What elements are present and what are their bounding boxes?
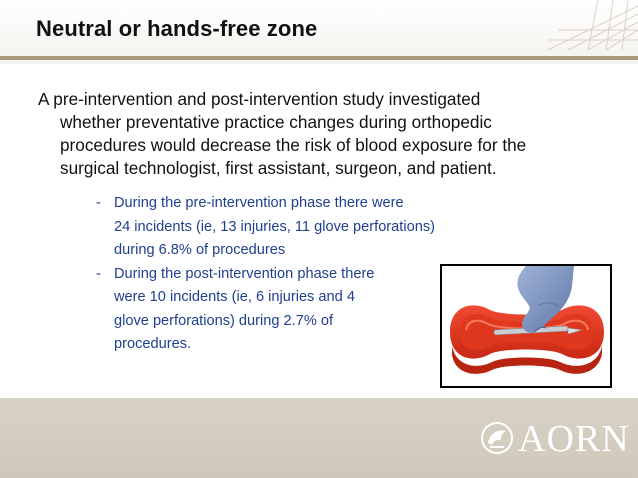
main-paragraph-line: surgical technologist, first assistant, surgeon, and patient. — [60, 158, 497, 178]
main-paragraph — [38, 88, 604, 180]
neutral-zone-tray-photo — [440, 264, 612, 388]
bullet-line: were 10 incidents (ie, 6 injuries and 4 — [114, 289, 355, 305]
bullet-line: glove perforations) during 2.7% of — [114, 312, 334, 329]
bullet-dash: - — [96, 195, 101, 211]
bullet-item — [96, 192, 516, 263]
main-paragraph-line: whether preventative practice changes during orthopedic — [60, 112, 492, 132]
bullet-dash: - — [96, 265, 101, 282]
main-paragraph-line: procedures would decrease the risk of blood exposure for the — [60, 135, 527, 155]
page-title: Neutral or hands-free zone — [36, 16, 318, 41]
bullet-line: During the post-intervention phase there — [114, 265, 375, 282]
aorn-logo-text: AORN — [518, 418, 630, 460]
aorn-logo-mark-icon — [480, 421, 514, 455]
slide-header — [0, 0, 638, 64]
bullet-line: 24 incidents (ie, 13 injuries, 11 glove perforations) — [114, 218, 435, 235]
bullet-line: procedures. — [114, 336, 192, 352]
aorn-logo — [480, 418, 630, 460]
main-paragraph-lead: A pre-intervention and post-intervention study investigated — [38, 89, 481, 109]
title-divider — [0, 56, 638, 60]
tray-photo-illustration — [442, 266, 610, 386]
bullet-line: During the pre-intervention phase there were — [114, 195, 404, 211]
decorative-lines-icon — [488, 0, 638, 58]
bullet-line: during 6.8% of procedures — [114, 242, 286, 258]
